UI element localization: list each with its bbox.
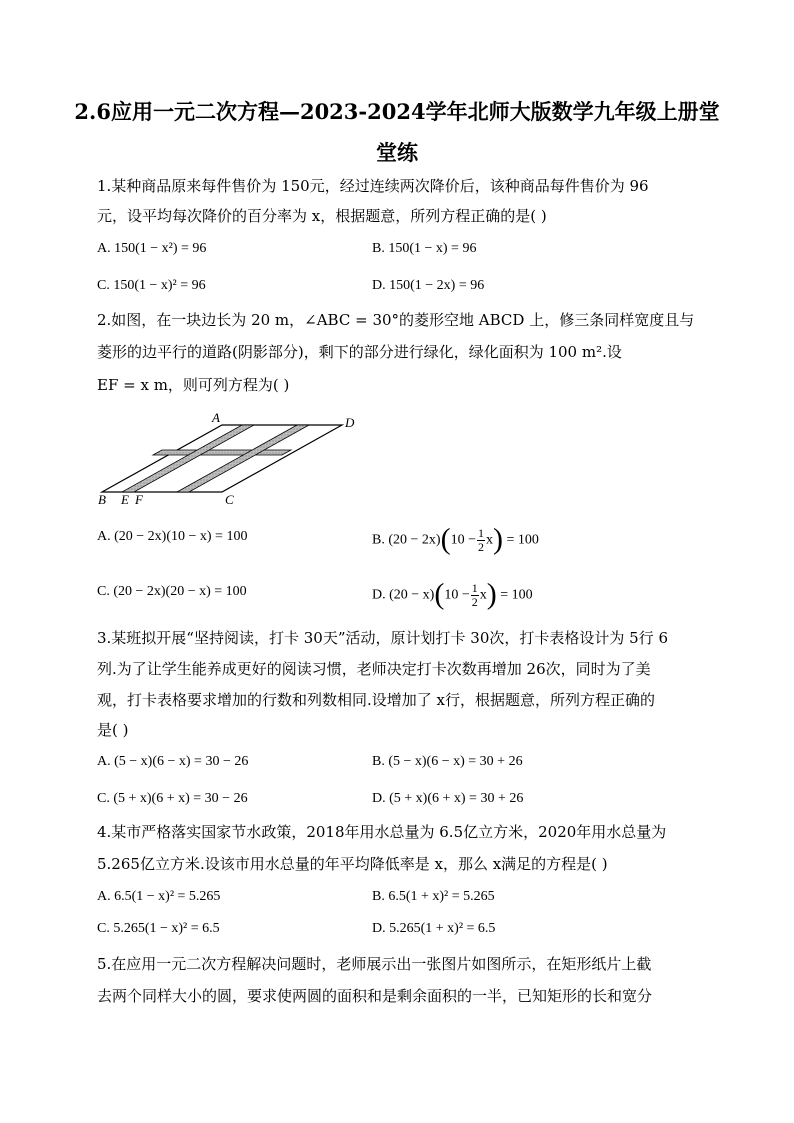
q2-option-b-prefix: B. (20 − 2x) (372, 532, 441, 548)
page-title-continued: 堂练 (376, 140, 418, 165)
label-e: E (121, 492, 129, 505)
q2-option-d-rhs: = 100 (500, 587, 533, 603)
q3-option-c[interactable]: C. (5 + x)(6 + x) = 30 − 26 (97, 791, 248, 806)
q2-option-d-term: 10 − (444, 587, 470, 603)
q3-option-a[interactable]: A. (5 − x)(6 − x) = 30 − 26 (97, 754, 249, 769)
q1-option-c[interactable]: C. 150(1 − x)² = 96 (97, 278, 206, 293)
q1-option-b[interactable]: B. 150(1 − x) = 96 (372, 241, 477, 256)
q1-text-line1: 1.某种商品原来每件售价为 150元，经过连续两次降价后，该种商品每件售价为 96 (97, 177, 649, 195)
q3-text-line4: 是( ) (97, 721, 129, 739)
q4-option-b[interactable]: B. 6.5(1 + x)² = 5.265 (372, 889, 495, 904)
q2-option-c[interactable]: C. (20 − 2x)(20 − x) = 100 (97, 584, 247, 599)
q5-text-line2: 去两个同样大小的圆，要求使两圆的面积和是剩余面积的一半，已知矩形的长和宽分 (97, 987, 653, 1005)
q1-option-a[interactable]: A. 150(1 − x²) = 96 (97, 241, 207, 256)
label-d: D (345, 415, 355, 430)
q2-option-a[interactable]: A. (20 − 2x)(10 − x) = 100 (97, 529, 248, 544)
q4-option-d[interactable]: D. 5.265(1 + x)² = 6.5 (372, 921, 496, 936)
q1-text-line2: 元，设平均每次降价的百分率为 x，根据题意，所列方程正确的是( ) (97, 207, 547, 225)
rhombus-outline (102, 425, 342, 492)
label-b: B (98, 492, 106, 505)
slanted-road-1 (122, 425, 254, 492)
q5-text-line1: 5.在应用一元二次方程解决问题时，老师展示出一张图片如图所示，在矩形纸片上截 (97, 955, 652, 973)
q3-text-line3: 观，打卡表格要求增加的行数和列数相同.设增加了 x行，根据题意，所列方程正确的 (97, 691, 655, 709)
label-f: F (135, 492, 143, 505)
q1-option-d[interactable]: D. 150(1 − 2x) = 96 (372, 278, 485, 293)
q3-option-d[interactable]: D. (5 + x)(6 + x) = 30 + 26 (372, 791, 524, 806)
q2-text-line2: 菱形的边平行的道路(阴影部分)，剩下的部分进行绿化，绿化面积为 100 m².设 (97, 343, 622, 361)
q4-text-line2: 5.265亿立方米.设该市用水总量的年平均降低率是 x，那么 x满足的方程是( ) (97, 855, 608, 873)
q2-option-b-var: x (485, 532, 493, 548)
fraction-half: $\frac{1}{2}$ (471, 581, 478, 609)
label-c: C (225, 492, 234, 505)
q2-text-line1: 2.如图，在一块边长为 20 m，∠ABC = 30°的菱形空地 ABCD 上，修三条同样宽度且与 (97, 311, 695, 329)
q2-option-b-term: 10 − (450, 532, 476, 548)
q2-option-b[interactable]: B. (20 − 2x)(10 − $\frac{1}{2}$ x) = 100 (372, 522, 539, 556)
horizontal-road (153, 450, 291, 455)
fraction-half: $\frac{1}{2}$ (477, 526, 484, 554)
q4-text-line1: 4.某市严格落实国家节水政策，2018年用水总量为 6.5亿立方米，2020年用水总量为 (97, 823, 667, 841)
q4-option-a[interactable]: A. 6.5(1 − x)² = 5.265 (97, 889, 221, 904)
rhombus-road-figure (92, 410, 362, 505)
q3-option-b[interactable]: B. (5 − x)(6 − x) = 30 + 26 (372, 754, 523, 769)
q3-text-line1: 3.某班拟开展“坚持阅读，打卡 30天”活动，原计划打卡 30次，打卡表格设计为 5行 6 (97, 629, 668, 647)
q2-option-d[interactable]: D. (20 − x)(10 − $\frac{1}{2}$ x) = 100 (372, 577, 533, 611)
q2-text-line3: EF = x m，则可列方程为( ) (97, 376, 290, 394)
q2-option-d-var: x (479, 587, 487, 603)
q2-option-b-rhs: = 100 (506, 532, 539, 548)
page-title: 2.6应用一元二次方程—2023-2024学年北师大版数学九年级上册堂 (74, 99, 720, 124)
label-a: A (212, 410, 220, 425)
q4-option-c[interactable]: C. 5.265(1 − x)² = 6.5 (97, 921, 220, 936)
slanted-road-2 (177, 425, 309, 492)
q2-option-d-prefix: D. (20 − x) (372, 587, 435, 603)
q3-text-line2: 列.为了让学生能养成更好的阅读习惯，老师决定打卡次数再增加 26次，同时为了美 (97, 660, 651, 678)
